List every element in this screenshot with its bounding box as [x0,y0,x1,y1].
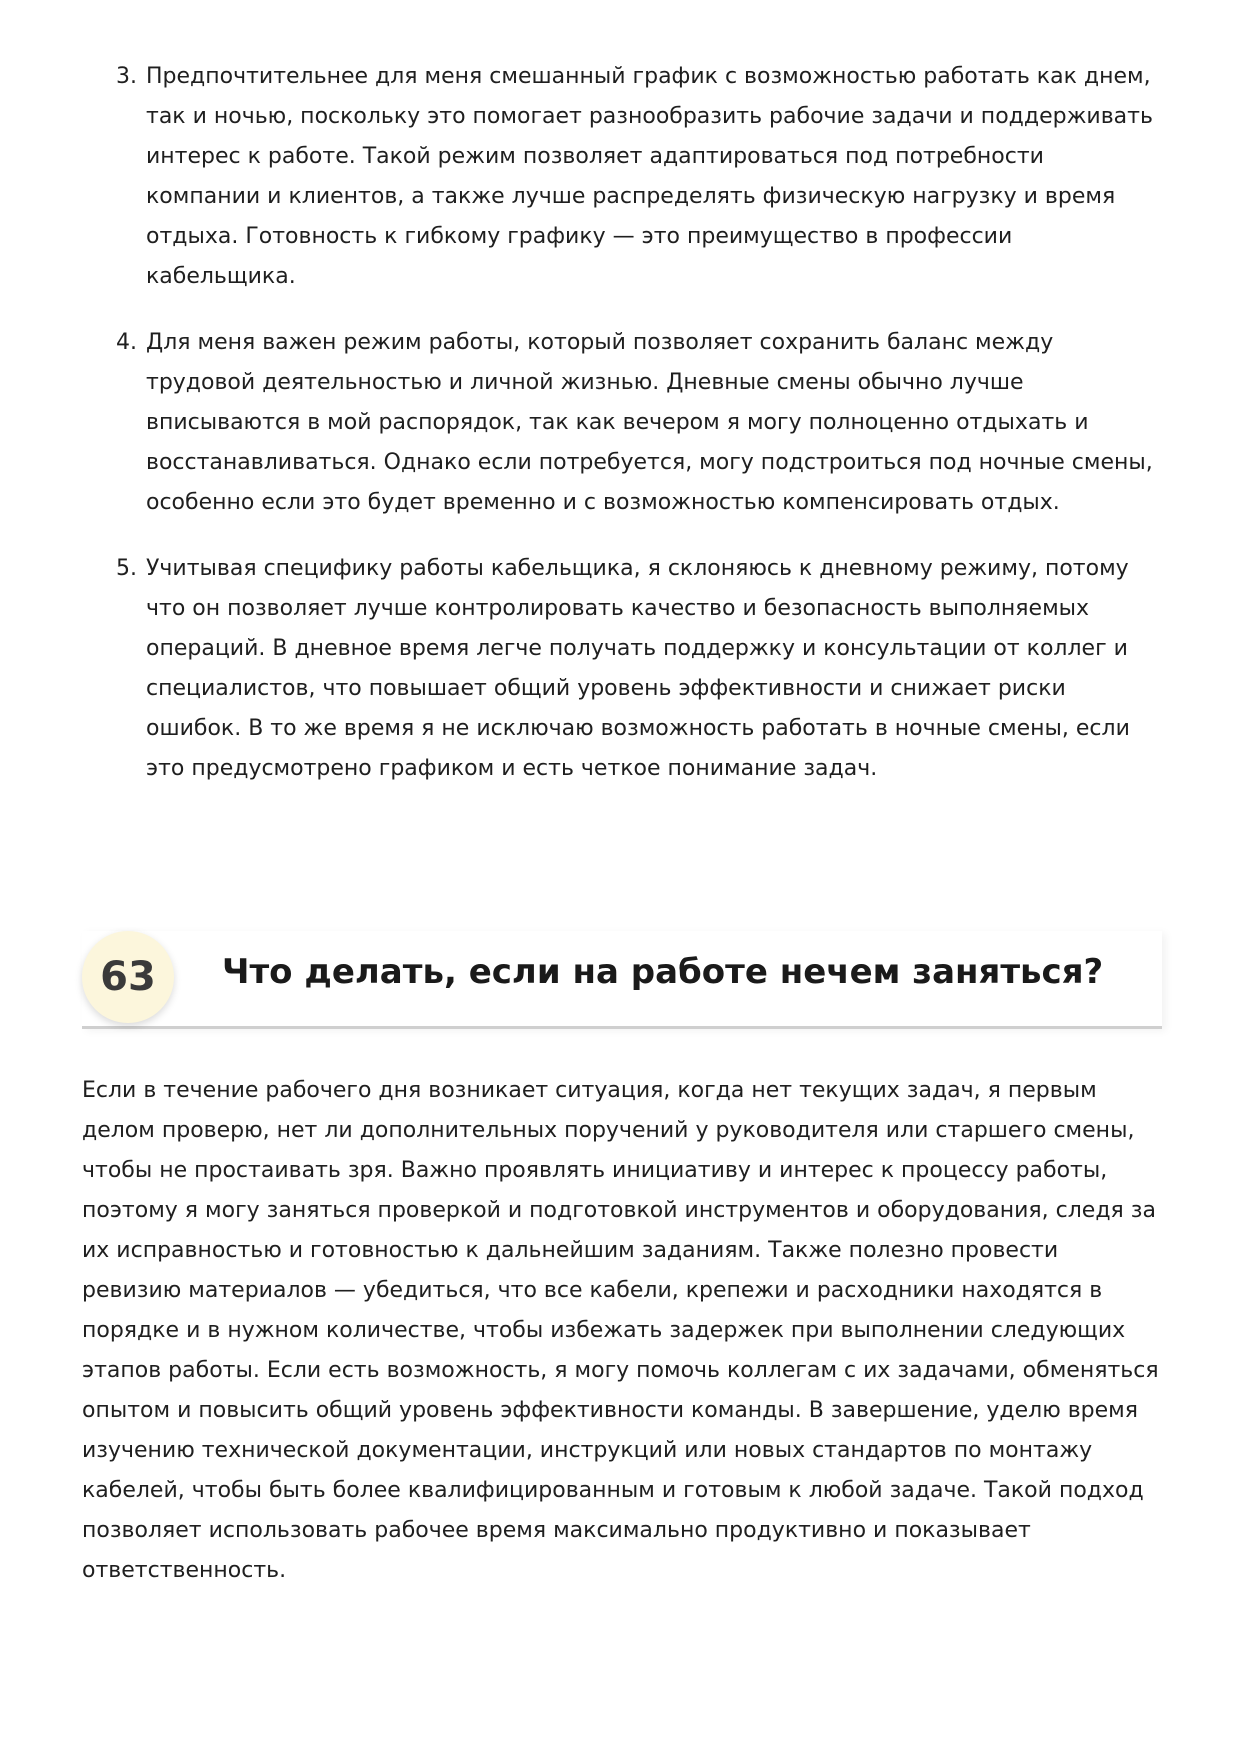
section-header [82,931,1162,1029]
list-item-text: Предпочтительнее для меня смешанный график с возможностью работать как днем, так и ночью, поскольку это помогает разнообразить рабочие задачи и поддерживать интерес к работе. Такой режим позволяет адаптироваться под потребности компании и клиентов, а также лучше распределять физическую нагрузку и время отдыха. Готовность к гибкому графику — это преимущество в профессии кабельщика. [146,64,1153,289]
section-body: Если в течение рабочего дня возникает ситуация, когда нет текущих задач, я первым делом проверю, нет ли дополнительных поручений у руководителя или старшего смены, чтобы не простаивать зря. Важно проявлять инициативу и интерес к процессу работы, поэтому я могу заняться проверкой и подготовкой инструментов и оборудования, следя за их исправностью и готовностью к дальнейшим заданиям. Также полезно провести ревизию материалов — убедиться, что все кабели, крепежи и расходники находятся в порядке и в нужном количестве, чтобы избежать задержек при выполнении следующих этапов работы. Если есть возможность, я могу помочь коллегам с их задачами, обменяться опытом и повысить общий уровень эффективности команды. В завершение, уделю время изучению технической документации, инструкций или новых стандартов по монтажу кабелей, чтобы быть более квалифицированным и готовым к любой задаче. Такой подход позволяет использовать рабочее время максимально продуктивно и показывает ответственность. [82,1078,1159,1583]
list-item-text: Учитывая специфику работы кабельщика, я склоняюсь к дневному режиму, потому что он позволяет лучше контролировать качество и безопасность выполняемых операций. В дневное время легче получать поддержку и консультации от коллег и специалистов, что повышает общий уровень эффективности и снижает риски ошибок. В то же время я не исключаю возможность работать в ночные смены, если это предусмотрено графиком и есть четкое понимание задач. [146,556,1130,781]
answer-list [116,57,1156,815]
question-number-badge: 63 [82,931,174,1023]
list-item [116,323,1156,523]
list-item-text: Для меня важен режим работы, который позволяет сохранить баланс между трудовой деятельностью и личной жизнью. Дневные смены обычно лучше вписываются в мой распорядок, так как вечером я могу полноценно отдыхать и восстанавливаться. Однако если потребуется, могу подстроиться под ночные смены, особенно если это будет временно и с возможностью компенсировать отдых. [146,330,1153,515]
list-item [116,549,1156,789]
section-title: Что делать, если на работе нечем заняться? [222,952,1104,992]
list-item-number: 5. [116,556,137,581]
list-item [116,57,1156,297]
list-item-number: 4. [116,330,137,355]
list-item-number: 3. [116,64,137,89]
